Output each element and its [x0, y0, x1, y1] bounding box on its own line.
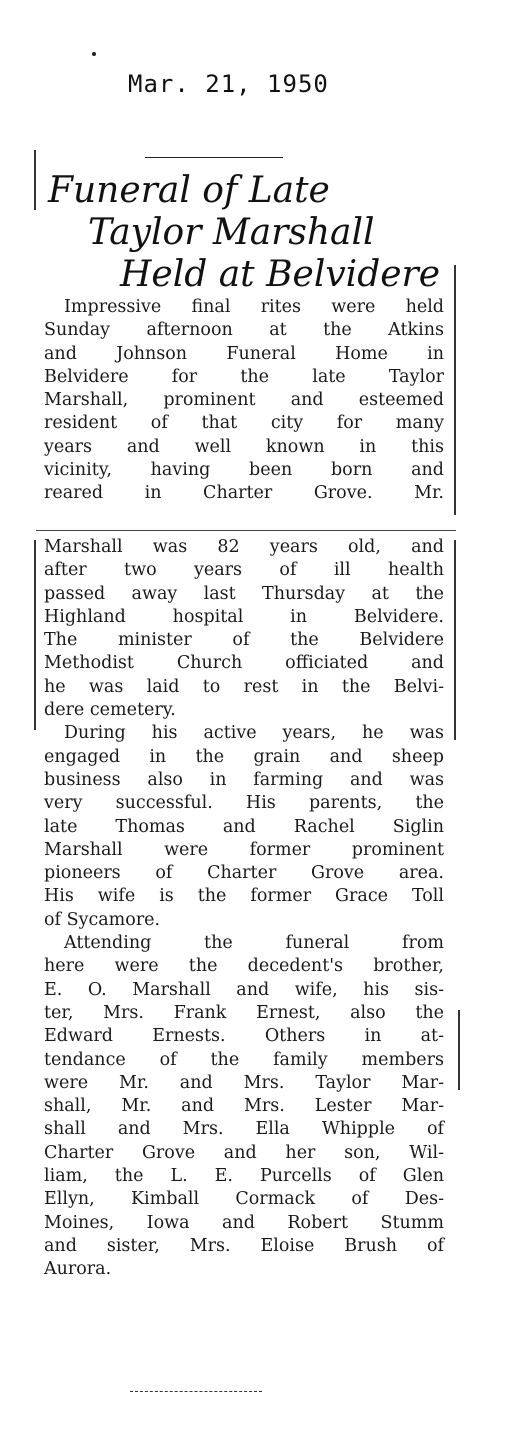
article-line: liam, the L. E. Purcells of Glen: [44, 1166, 444, 1187]
right-column-edge-mark: [458, 1010, 460, 1090]
headline-line-1: Funeral of Late: [48, 170, 330, 211]
article-line: Marshall was 82 years old, and: [44, 537, 444, 557]
article-line: very successful. His parents, the: [44, 793, 444, 814]
left-column-edge-mark: [34, 150, 36, 210]
article-line: after two years of ill health: [44, 560, 444, 581]
article-line: Methodist Church officiated and: [44, 653, 444, 674]
column-cut-line: [36, 530, 456, 531]
article-line: here were the decedent's brother,: [44, 956, 444, 977]
article-line: Sunday afternoon at the Atkins: [44, 320, 444, 341]
article-line: reared in Charter Grove. Mr.: [44, 483, 444, 504]
article-line: Marshall, prominent and esteemed: [44, 390, 444, 411]
article-line: During his active years, he was: [64, 723, 444, 744]
article-line: passed away last Thursday at the: [44, 583, 444, 604]
end-of-article-rule: [130, 1391, 262, 1392]
article-line: Highland hospital in Belvidere.: [44, 606, 444, 627]
article-line: shall, Mr. and Mrs. Lester Mar-: [44, 1096, 444, 1117]
article-line: The minister of the Belvidere: [44, 630, 444, 651]
article-line: pioneers of Charter Grove area.: [44, 863, 444, 884]
article-line: shall and Mrs. Ella Whipple of: [44, 1119, 444, 1140]
headline: [40, 170, 450, 296]
date-stamp: Mar. 21, 1950: [128, 70, 329, 98]
article-line: E. O. Marshall and wife, his sis-: [44, 979, 444, 1000]
article-line: vicinity, having been born and: [44, 460, 444, 481]
article-line: dere cemetery.: [44, 700, 176, 721]
article-line: and sister, Mrs. Eloise Brush of: [44, 1235, 444, 1256]
article-line: Impressive final rites were held: [64, 297, 444, 317]
article-line: tendance of the family members: [44, 1049, 444, 1070]
article-line: Marshall were former prominent: [44, 839, 444, 860]
right-column-edge-mark: [454, 265, 456, 515]
article-line: His wife is the former Grace Toll: [44, 886, 444, 907]
article-line: he was laid to rest in the Belvi-: [44, 676, 444, 697]
article-line: Belvidere for the late Taylor: [44, 366, 444, 387]
article-line: Edward Ernests. Others in at-: [44, 1026, 444, 1047]
article-line: Charter Grove and her son, Wil-: [44, 1142, 444, 1163]
article-line: late Thomas and Rachel Siglin: [44, 816, 444, 837]
article-block-1: [44, 296, 444, 506]
article-block-2: [44, 536, 444, 1282]
article-line: resident of that city for many: [44, 413, 444, 434]
right-column-edge-mark: [454, 540, 456, 740]
article-line: ter, Mrs. Frank Ernest, also the: [44, 1002, 444, 1023]
article-line: Attending the funeral from: [64, 933, 444, 954]
article-line: Ellyn, Kimball Cormack of Des-: [44, 1189, 444, 1210]
article-line: Aurora.: [44, 1259, 112, 1280]
article-line: years and well known in this: [44, 436, 444, 457]
article-line: Moines, Iowa and Robert Stumm: [44, 1212, 444, 1233]
article-line: business also in farming and was: [44, 769, 444, 790]
article-line: engaged in the grain and sheep: [44, 746, 444, 767]
article-line: of Sycamore.: [44, 909, 161, 930]
headline-line-2: Taylor Marshall: [88, 212, 375, 253]
left-column-edge-mark: [34, 540, 36, 730]
article-line: were Mr. and Mrs. Taylor Mar-: [44, 1072, 444, 1093]
headline-top-rule: [145, 157, 283, 158]
headline-line-3: Held at Belvidere: [120, 254, 441, 295]
stray-ink-dot: [92, 52, 96, 56]
article-line: and Johnson Funeral Home in: [44, 343, 444, 364]
